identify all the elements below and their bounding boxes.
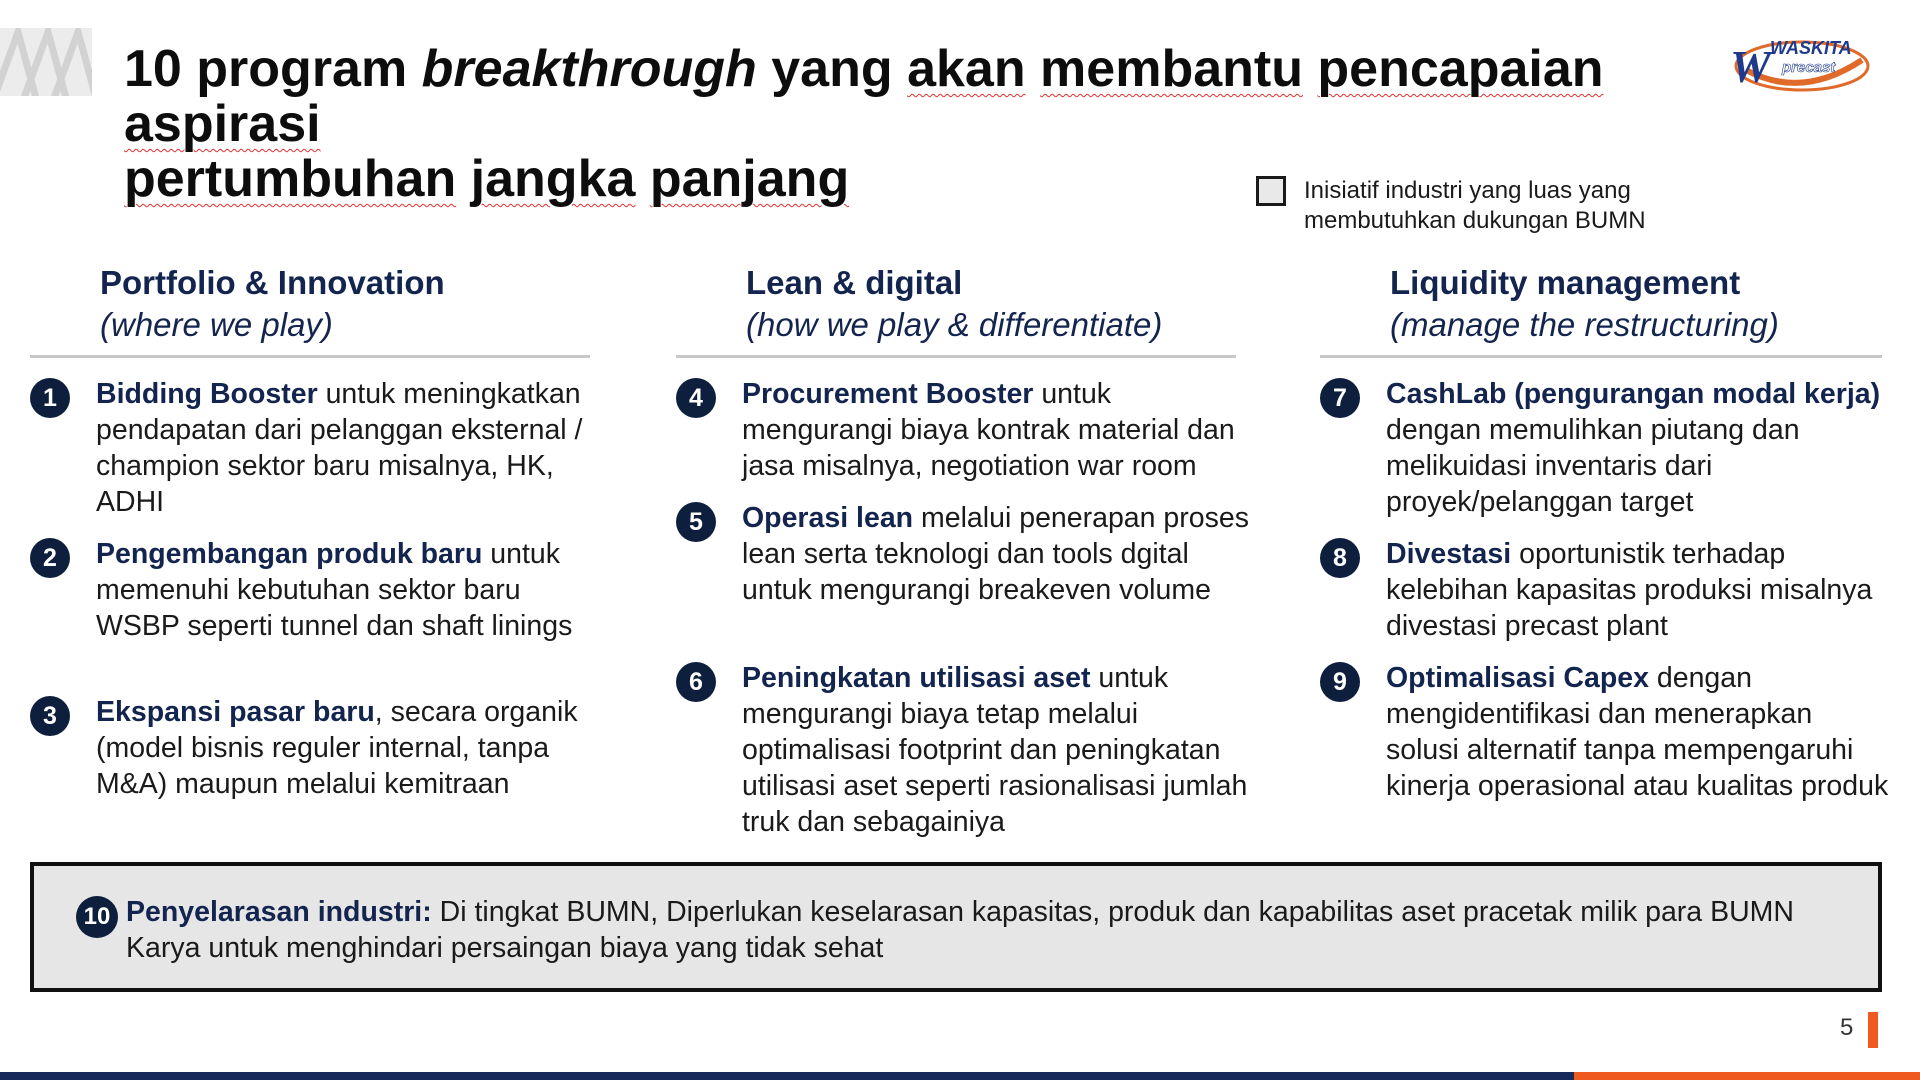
column-title: Liquidity management [1390,264,1741,301]
column-title: Portfolio & Innovation [100,264,445,301]
number-badge: 2 [30,538,70,578]
column-liquidity-management [1390,262,1779,346]
column-subtitle: (manage the restructuring) [1390,306,1779,343]
corner-pattern-decoration [0,28,92,96]
footer-bar-accent [1574,1072,1920,1080]
program-description: Optimalisasi Capex dengan mengidentifikasi dan menerapkan solusi alternatif tanpa mempengaruhi kinerja operasional atau kualitas produk [1386,662,1889,802]
number-badge: 10 [76,896,118,938]
industry-alignment-box [30,862,1882,992]
svg-text:precast: precast [1782,59,1836,76]
waskita-precast-logo [1722,30,1870,98]
column-lean-digital [746,262,1162,346]
program-description: Operasi lean melalui penerapan proses lean serta teknologi dan tools dgital untuk mengurangi breakeven volume [742,502,1249,606]
column-divider [30,355,590,358]
number-badge: 9 [1320,662,1360,702]
column-title: Lean & digital [746,264,963,301]
number-badge: 7 [1320,378,1360,418]
column-header [1390,262,1779,346]
number-badge: 3 [30,696,70,736]
program-description: Bidding Booster untuk meningkatkan pendapatan dari pelanggan eksternal / champion sektor baru misalnya, HK, ADHI [96,378,583,518]
program-description: Peningkatan utilisasi aset untuk mengurangi biaya tetap melalui optimalisasi footprint dan peningkatan utilisasi aset seperti rasionalisasi jumlah truk dan sebagainiya [742,662,1248,838]
column-divider [1320,355,1882,358]
column-divider [676,355,1236,358]
number-badge: 6 [676,662,716,702]
program-description: Pengembangan produk baru untuk memenuhi kebutuhan sektor baru WSBP seperti tunnel dan shaft linings [96,538,573,642]
number-badge: 8 [1320,538,1360,578]
svg-text:W: W [1730,41,1771,92]
legend-swatch [1256,176,1286,206]
number-badge: 1 [30,378,70,418]
svg-text:WASKITA: WASKITA [1770,38,1852,58]
column-subtitle: (where we play) [100,306,333,343]
column-subtitle: (how we play & differentiate) [746,306,1163,343]
column-header [100,262,445,346]
program-description: CashLab (pengurangan modal kerja) dengan memulihkan piutang dan melikuidasi inventaris dari proyek/pelanggan target [1386,378,1881,518]
column-portfolio-innovation [100,262,445,346]
number-badge: 4 [676,378,716,418]
legend-label: Inisiatif industri yang luas yang membutuhkan dukungan BUMN [1304,177,1646,234]
program-description: Ekspansi pasar baru, secara organik (model bisnis reguler internal, tanpa M&A) maupun melalui kemitraan [96,696,578,800]
page-title: 10 program breakthrough yang akan membantu pencapaian aspirasi pertumbuhan jangka panjang [124,40,1604,208]
footer-bar [0,1072,1574,1080]
program-description: Divestasi oportunistik terhadap kelebihan kapasitas produksi misalnya divestasi precast plant [1386,538,1873,642]
column-header [746,262,1162,346]
number-badge: 5 [676,502,716,542]
page-number: 5 [1840,1014,1854,1041]
program-description: Procurement Booster untuk mengurangi biaya kontrak material dan jasa misalnya, negotiation war room [742,378,1235,482]
page-marker [1868,1012,1878,1048]
industry-alignment-text: Penyelarasan industri: Di tingkat BUMN, Diperlukan keselarasan kapasitas, produk dan kapabilitas aset pracetak milik para BUMN Karya untuk menghindari persaingan biaya yang tidak sehat [126,896,1794,964]
